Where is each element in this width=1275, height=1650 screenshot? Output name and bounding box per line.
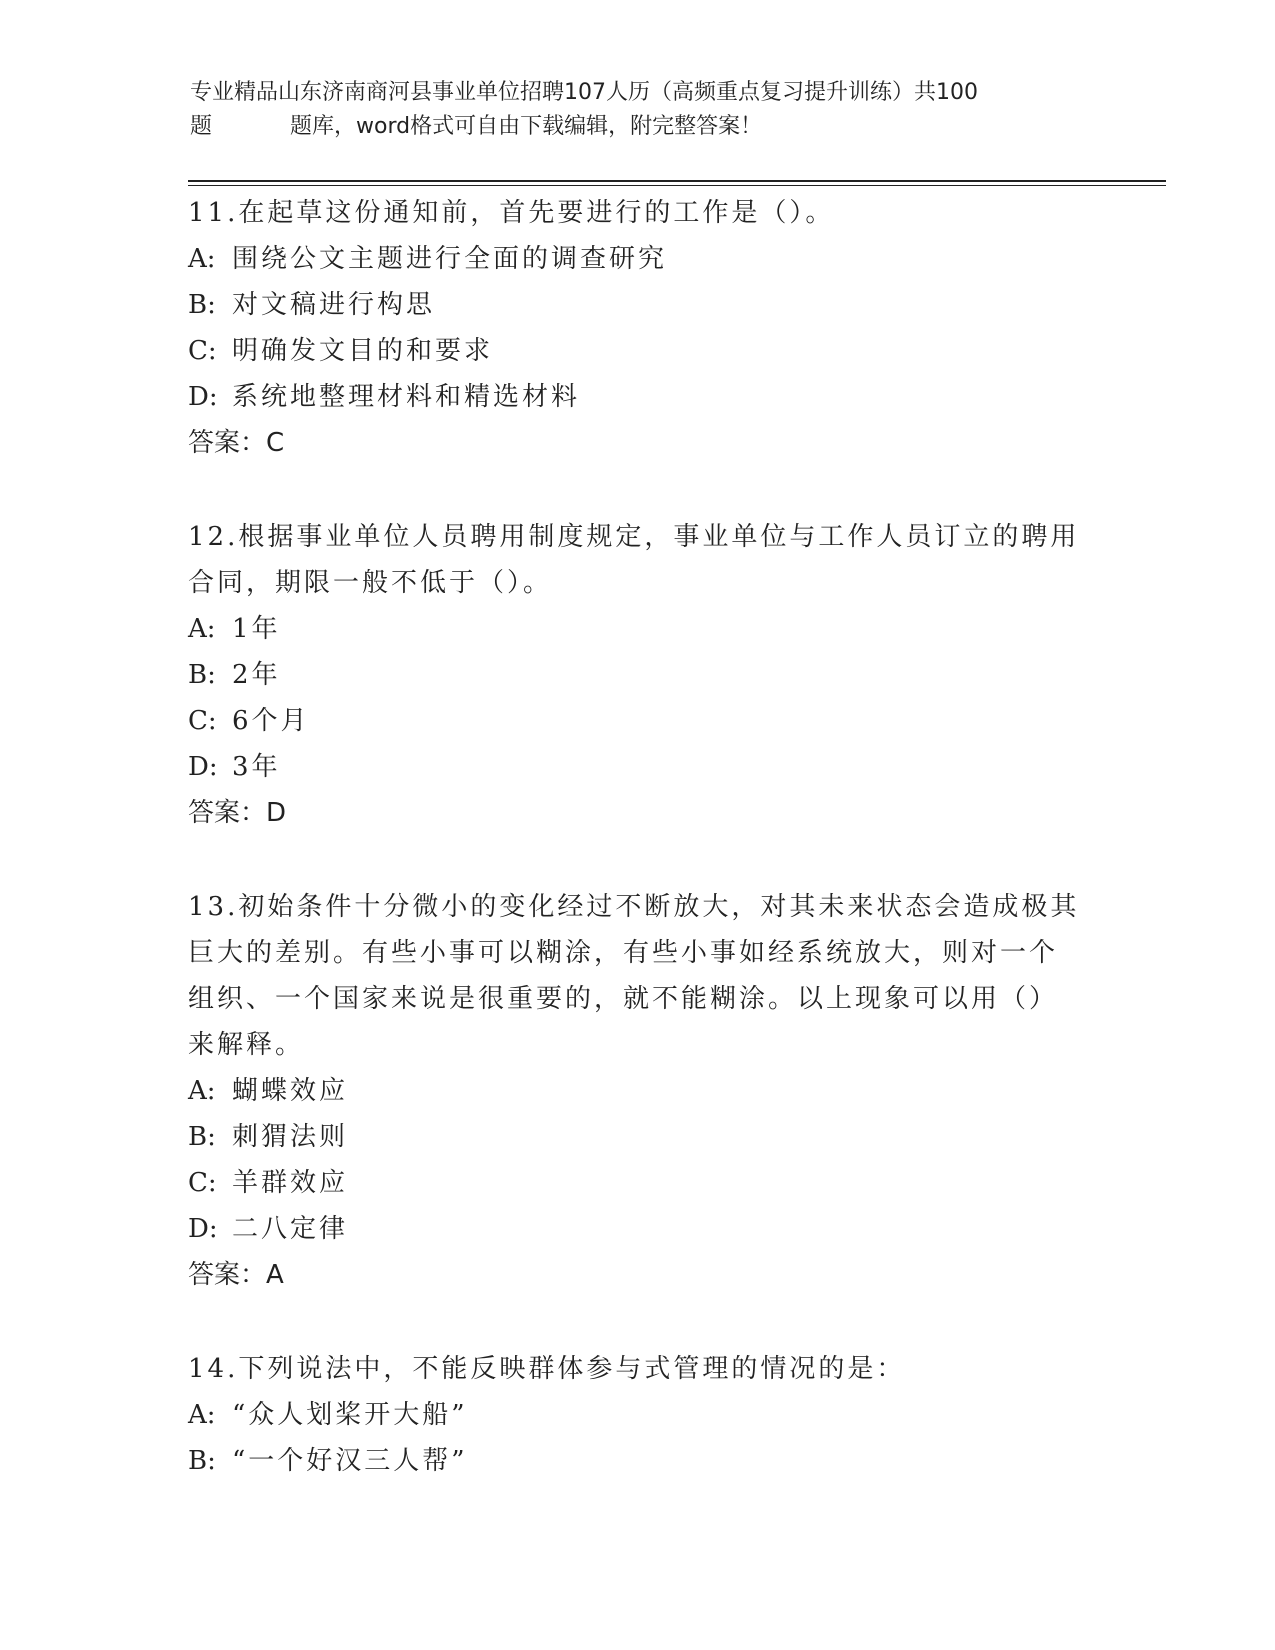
option-a: A: 蝴蝶效应 xyxy=(188,1076,349,1106)
header-rule-thin xyxy=(188,185,1166,186)
question-stem: 14.下列说法中，不能反映群体参与式管理的情况的是： xyxy=(188,1354,906,1384)
option-a: A: “众人划桨开大船” xyxy=(188,1400,468,1430)
header-label: 题 xyxy=(190,114,213,139)
option-d: D: 二八定律 xyxy=(188,1214,349,1244)
option-d: D: 3年 xyxy=(188,752,281,782)
question-11 xyxy=(188,190,1088,466)
question-12 xyxy=(188,514,1088,836)
option-b: B: 刺猬法则 xyxy=(188,1122,349,1152)
header-rule-thick xyxy=(188,180,1166,182)
answer: 答案：A xyxy=(188,1260,284,1290)
option-a: A: 1年 xyxy=(188,614,281,644)
question-stem: 来解释。 xyxy=(188,1030,305,1060)
question-stem: 巨大的差别。有些小事可以糊涂，有些小事如经系统放大，则对一个 xyxy=(188,938,1059,968)
answer: 答案：C xyxy=(188,428,285,458)
question-stem: 12.根据事业单位人员聘用制度规定，事业单位与工作人员订立的聘用 xyxy=(188,522,1080,552)
question-13 xyxy=(188,884,1088,1298)
question-14 xyxy=(188,1346,1088,1484)
option-c: C: 明确发文目的和要求 xyxy=(188,336,494,366)
question-list xyxy=(188,190,1088,1532)
option-c: C: 6个月 xyxy=(188,706,310,736)
question-stem: 组织、一个国家来说是很重要的，就不能糊涂。以上现象可以用（） xyxy=(188,984,1059,1014)
option-b: B: “一个好汉三人帮” xyxy=(188,1446,468,1476)
option-d: D: 系统地整理材料和精选材料 xyxy=(188,382,581,412)
question-stem: 11.在起草这份通知前，首先要进行的工作是（）。 xyxy=(188,198,835,228)
header-text: 题库，word格式可自由下载编辑，附完整答案！ xyxy=(290,114,763,139)
answer: 答案：D xyxy=(188,798,287,828)
header-line-2 xyxy=(190,110,1090,144)
document-header xyxy=(190,76,1090,144)
option-b: B: 对文稿进行构思 xyxy=(188,290,436,320)
question-stem: 合同，期限一般不低于（）。 xyxy=(188,568,553,598)
option-b: B: 2年 xyxy=(188,660,281,690)
option-a: A: 围绕公文主题进行全面的调查研究 xyxy=(188,244,668,274)
header-line-1: 专业精品山东济南商河县事业单位招聘107人历（高频重点复习提升训练）共100 xyxy=(190,80,978,105)
option-c: C: 羊群效应 xyxy=(188,1168,349,1198)
question-stem: 13.初始条件十分微小的变化经过不断放大，对其未来状态会造成极其 xyxy=(188,892,1080,922)
